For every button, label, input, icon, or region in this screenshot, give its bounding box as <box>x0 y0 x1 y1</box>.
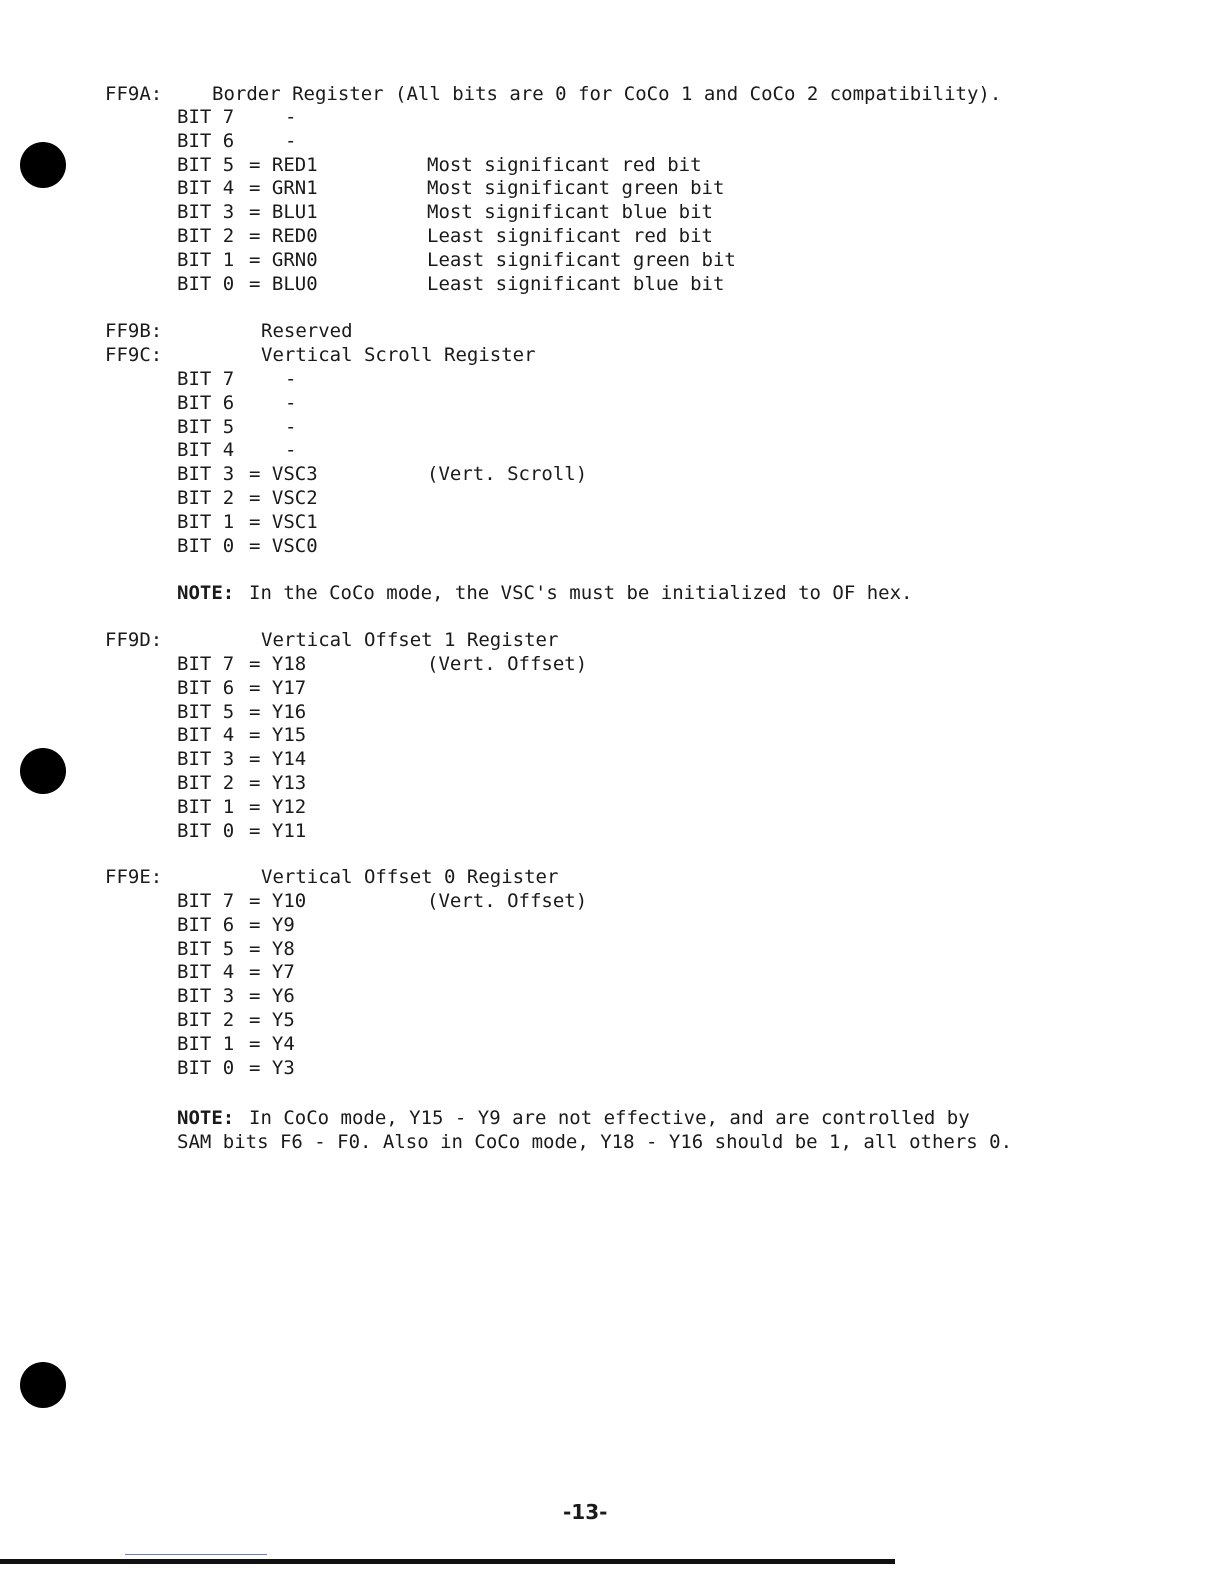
bit-assignment: = Y16 <box>249 700 307 723</box>
bit-label: BIT 4 <box>177 439 235 462</box>
bit-assignment: - <box>285 129 297 152</box>
bit-label: BIT 3 <box>177 463 235 486</box>
bit-description: (Vert. Offset) <box>427 653 588 675</box>
bit-assignment: = Y15 <box>249 724 307 747</box>
ff9e-address: FF9E: <box>105 866 163 888</box>
bit-label: BIT 6 <box>177 913 235 936</box>
bit-label: BIT 5 <box>177 937 235 960</box>
ff9e-note-label: NOTE: <box>177 1107 235 1129</box>
ff9a-address: FF9A: <box>105 83 163 105</box>
ff9b-address: FF9B: <box>105 320 163 342</box>
bit-label: BIT 6 <box>177 391 235 414</box>
bit-label: BIT 4 <box>177 724 235 747</box>
bit-assignment: = GRN0 <box>249 248 318 271</box>
bit-assignment: - <box>285 106 297 128</box>
bit-description: Least significant blue bit <box>427 272 725 295</box>
bit-label: BIT 6 <box>177 129 235 152</box>
bit-label: BIT 0 <box>177 1056 235 1079</box>
bit-assignment: - <box>285 368 297 390</box>
bit-label: BIT 2 <box>177 1009 235 1031</box>
bit-label: BIT 2 <box>177 487 235 509</box>
page-number: -13- <box>563 1500 608 1524</box>
ff9a-title: Border Register (All bits are 0 for CoCo 1 and CoCo 2 compatibility). <box>212 83 1002 105</box>
bit-assignment: = VSC0 <box>249 534 318 557</box>
bit-assignment: = Y18 <box>249 653 307 675</box>
bit-description: Least significant green bit <box>427 248 736 271</box>
ff9e-note-line2: SAM bits F6 - F0. Also in CoCo mode, Y18 - Y16 should be 1, all others 0. <box>177 1131 1013 1153</box>
bit-label: BIT 5 <box>177 700 235 723</box>
bit-description: Most significant green bit <box>427 177 725 200</box>
bit-assignment: = Y12 <box>249 795 307 818</box>
binder-hole-bottom <box>20 1362 66 1408</box>
footer-blue-line <box>125 1554 267 1555</box>
bit-assignment: - <box>285 391 297 414</box>
ff9c-title: Vertical Scroll Register <box>261 344 536 366</box>
binder-hole-middle <box>20 748 66 794</box>
ff9b-title: Reserved <box>261 320 353 342</box>
bit-label: BIT 7 <box>177 653 235 675</box>
bit-label: BIT 0 <box>177 534 235 557</box>
bit-assignment: = Y7 <box>249 961 295 984</box>
ff9d-title: Vertical Offset 1 Register <box>261 629 559 651</box>
bit-description: Least significant red bit <box>427 225 713 247</box>
bit-assignment: = Y3 <box>249 1056 295 1079</box>
bit-assignment: = VSC2 <box>249 487 318 509</box>
bit-label: BIT 2 <box>177 772 235 794</box>
ff9e-title: Vertical Offset 0 Register <box>261 866 559 888</box>
bit-assignment: = Y8 <box>249 937 295 960</box>
bit-assignment: = GRN1 <box>249 177 318 200</box>
bit-label: BIT 0 <box>177 272 235 295</box>
bit-assignment: = VSC3 <box>249 463 318 486</box>
bit-label: BIT 0 <box>177 819 235 842</box>
bit-label: BIT 3 <box>177 985 235 1008</box>
bit-assignment: = RED1 <box>249 153 318 176</box>
ff9c-note-text: In the CoCo mode, the VSC's must be initialized to OF hex. <box>249 582 913 604</box>
bit-label: BIT 7 <box>177 368 235 390</box>
ff9e-note-line1: In CoCo mode, Y15 - Y9 are not effective, and are controlled by <box>249 1107 970 1129</box>
bit-assignment: = VSC1 <box>249 510 318 533</box>
bit-label: BIT 5 <box>177 415 235 438</box>
bit-assignment: = Y13 <box>249 772 307 794</box>
bit-description: (Vert. Offset) <box>427 890 588 912</box>
ff9c-address: FF9C: <box>105 344 163 366</box>
binder-hole-top <box>20 142 66 188</box>
bit-assignment: = Y17 <box>249 676 307 699</box>
bit-label: BIT 1 <box>177 1032 235 1055</box>
ff9c-note-label: NOTE: <box>177 582 235 604</box>
bit-label: BIT 4 <box>177 961 235 984</box>
bit-label: BIT 3 <box>177 748 235 771</box>
bit-assignment: - <box>285 415 297 438</box>
bit-label: BIT 1 <box>177 510 235 533</box>
bit-assignment: = Y14 <box>249 748 307 771</box>
bit-label: BIT 7 <box>177 106 235 128</box>
bit-label: BIT 4 <box>177 177 235 200</box>
bit-label: BIT 7 <box>177 890 235 912</box>
bit-assignment: = Y4 <box>249 1032 295 1055</box>
bit-assignment: = Y5 <box>249 1009 295 1031</box>
bit-assignment: = BLU0 <box>249 272 318 295</box>
bit-assignment: = BLU1 <box>249 201 318 224</box>
bit-assignment: = Y10 <box>249 890 307 912</box>
bit-assignment: = RED0 <box>249 225 318 247</box>
bit-description: (Vert. Scroll) <box>427 463 588 486</box>
bit-label: BIT 1 <box>177 248 235 271</box>
bit-assignment: = Y9 <box>249 913 295 936</box>
bit-label: BIT 6 <box>177 676 235 699</box>
bit-description: Most significant blue bit <box>427 201 713 224</box>
footer-rule <box>0 1559 895 1564</box>
ff9d-address: FF9D: <box>105 629 163 651</box>
bit-label: BIT 2 <box>177 225 235 247</box>
bit-assignment: = Y11 <box>249 819 307 842</box>
bit-label: BIT 3 <box>177 201 235 224</box>
bit-label: BIT 1 <box>177 795 235 818</box>
bit-label: BIT 5 <box>177 153 235 176</box>
bit-assignment: - <box>285 439 297 462</box>
bit-description: Most significant red bit <box>427 153 702 176</box>
bit-assignment: = Y6 <box>249 985 295 1008</box>
